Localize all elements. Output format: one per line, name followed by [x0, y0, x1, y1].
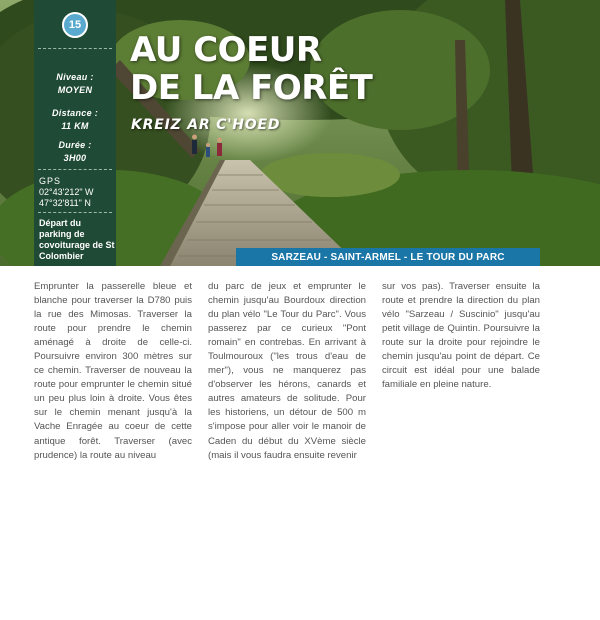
text-column-1: Emprunter la passerelle bleue et blanche pour traverser la D780 puis la rue des Mimosas. Traverser la route pour prendre le chemin aménagé à droite de celle-ci. Poursuivre environ 300 mètres sur ce chemin. Traverser de nouveau la route pour emprunter le chemin situé un peu plus loin à droite. Vous êtes sur le chemin menant jusqu'à la Vache Enragée au coeur de cette antique forêt. Traverser (avec prudence) la route au niveau [34, 281, 192, 461]
duration-label: Durée : [58, 140, 92, 150]
divider [38, 48, 112, 49]
page-subtitle: KREIZ AR C'HOED [131, 117, 281, 133]
gps-longitude: 02°43'212" W [39, 187, 94, 197]
page-title-line1: AU COEUR [130, 30, 322, 70]
departure-point: Départ du parking de covoiturage de St Colombier [39, 218, 115, 261]
gps-label: GPS [39, 176, 62, 186]
gps-latitude: 47°32'811" N [39, 198, 91, 208]
level-value: MOYEN [57, 85, 93, 95]
level-label: Niveau : [56, 72, 94, 82]
location-banner: SARZEAU - SAINT-ARMEL - LE TOUR DU PARC [236, 248, 540, 266]
distance-value: 11 KM [61, 121, 89, 131]
duration-value: 3H00 [63, 153, 87, 163]
route-info-panel [34, 0, 116, 266]
page-title-line2: DE LA FORÊT [130, 68, 373, 108]
divider [38, 169, 112, 170]
route-number-badge: 15 [62, 12, 88, 38]
text-column-3: sur vos pas). Traverser ensuite la route et prendre la direction du plan vélo "Sarzeau / Suscinio" jusqu'au petit village de Quintin. Poursuivre la route sur la droite pour rejoindre le chemin jusqu'au point de départ. Ce circuit est idéal pour une balade familiale en pleine nature. [382, 281, 540, 391]
divider [38, 212, 112, 213]
text-column-2: du parc de jeux et emprunter le chemin jusqu'au Bourdoux direction du plan vélo "Le Tour du Parc". Vous passerez par ce curieux "Pont romain" en contrebas. En arrivant à Toulmouroux ("les trous d'eau de mer"), vous ne manquerez pas d'observer les hérons, canards et autres amateurs de solitude. Pour les historiens, un détour de 500 m s'impose pour aller voir le manoir de Caden du début du XVème siècle (mais il vous faudra ensuite revenir [208, 281, 366, 461]
distance-label: Distance : [51, 108, 98, 118]
